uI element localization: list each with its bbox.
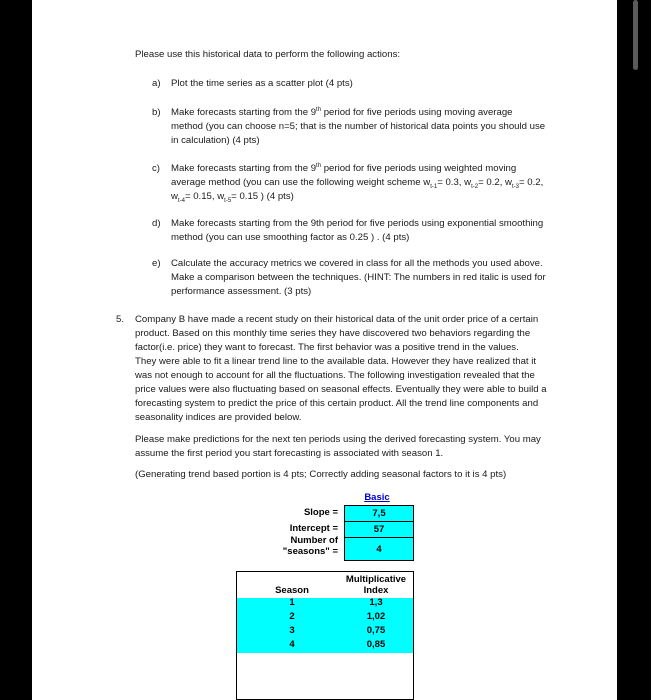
item-c-line-3: $w_{t-4}= 0.15$, $w_{t-5}= 0.15$ ) (4 pts) (171, 191, 294, 204)
season-cell: 1 (289, 597, 295, 608)
q5-line-7: forecasting system to predict the price of this certain product. All the trend line components and (135, 398, 539, 409)
scrollbar-thumb[interactable] (633, 0, 638, 70)
intercept-label: Intercept = (289, 523, 338, 534)
basic-header: Basic (364, 492, 390, 503)
q5-number: 5. (116, 314, 125, 325)
slope-label: Slope = (303, 507, 338, 518)
item-c-line-2: average method (you can use the following weight scheme $w_{t-1}= 0.3$, $w_{t-2}= 0.2$, $w_{t-3}= 0.2$, (171, 177, 544, 190)
q5-line-8: seasonality indices are provided below. (135, 412, 302, 423)
document-page (32, 0, 617, 700)
table-row (237, 639, 413, 653)
intro-text: Please use this historical data to perform the following actions: (135, 49, 401, 60)
q5-line-2: product. Based on this monthly time series they have discovered two behaviors regarding the (135, 328, 531, 339)
item-a-letter: a) (152, 78, 161, 89)
season-cell: 4 (289, 639, 295, 650)
table-row (237, 598, 413, 611)
q5-line-4: They were able to fit a linear trend line to the available data. However they have realized that it (135, 356, 537, 367)
item-b-line-1: Make forecasts starting from the 9th period for five periods using moving average (171, 106, 513, 118)
season-cell: 2 (289, 611, 295, 622)
item-d-line-1: Make forecasts starting from the 9th period for five periods using exponential smoothing (171, 218, 544, 229)
season-cell: 3 (289, 625, 295, 636)
item-c-line-1: Make forecasts starting from the 9th period for five periods using weighted moving (171, 162, 517, 174)
scrollbar[interactable] (621, 0, 651, 700)
item-b-line-3: in calculation) (4 pts) (171, 135, 260, 146)
item-b-line-2: method (you can choose n=5; that is the number of historical data points you should use (171, 121, 546, 132)
index-cell: 1,02 (366, 611, 386, 622)
index-cell: 0,85 (366, 639, 386, 650)
item-e-letter: e) (152, 258, 161, 269)
q5-line-1: Company B have made a recent study on their historical data of the unit order price of a certain (135, 314, 539, 325)
seasons-label-2: "seasons" = (282, 546, 338, 557)
q5-predict-line-1: Please make predictions for the next ten periods using the derived forecasting system. You may (135, 434, 541, 445)
index-col-header-2: Index (363, 585, 389, 596)
item-c-letter: c) (152, 163, 160, 174)
table-row (237, 611, 413, 625)
index-cell: 1,3 (369, 597, 383, 608)
q5-line-3: factor(i.e. price) they want to forecast. The first behavior was a positive trend in the values. (135, 342, 519, 353)
seasons-label-1: Number of (290, 535, 338, 546)
seasons-value: 4 (344, 537, 414, 561)
item-a-text: Plot the time series as a scatter plot (4 pts) (171, 78, 353, 89)
index-cell: 0,75 (366, 625, 386, 636)
item-e-line-2: Make a comparison between the techniques. (HINT: The numbers in red italic is used for (171, 272, 546, 283)
q5-line-5: was not enough to account for all the fluctuations. The following investigation revealed that the (135, 370, 535, 381)
table-row (237, 625, 413, 639)
index-col-header-1: Multiplicative (345, 574, 407, 585)
slope-value: 7,5 (344, 505, 414, 522)
q5-line-6: price values were also fluctuating based on seasonal effects. Eventually they were able to build a (135, 384, 547, 395)
season-col-header: Season (275, 585, 309, 596)
season-index-table (236, 571, 414, 700)
item-d-line-2: method (you can use smoothing factor as 0.25 ) . (4 pts) (171, 232, 410, 243)
item-e-line-3: performance assessment. (3 pts) (171, 286, 312, 297)
item-b-letter: b) (152, 107, 161, 118)
intercept-value: 57 (344, 521, 414, 538)
item-e-line-1: Calculate the accuracy metrics we covered in class for all the methods you used above. (171, 258, 543, 269)
q5-points-note: (Generating trend based portion is 4 pts; Correctly adding seasonal factors to it is 4 pts) (135, 469, 507, 480)
item-d-letter: d) (152, 218, 161, 229)
q5-predict-line-2: assume the first period you start forecasting is associated with season 1. (135, 448, 444, 459)
